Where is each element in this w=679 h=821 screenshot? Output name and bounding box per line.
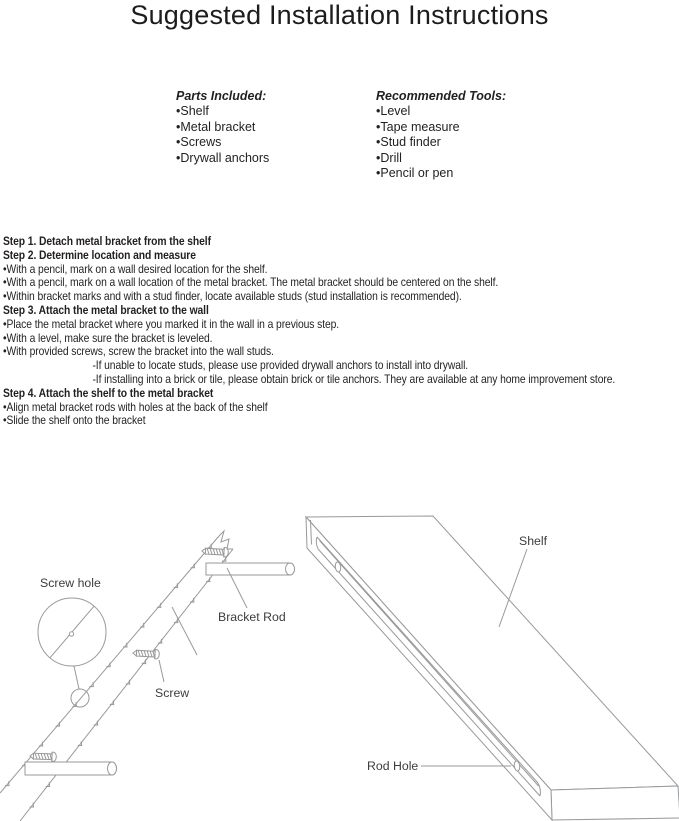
shelf-drawing [306, 516, 679, 820]
parts-item: •Shelf [176, 104, 209, 118]
bracket-rod-bottom-drawing [25, 762, 117, 775]
shelf-label: Shelf [519, 534, 548, 548]
tools-item: •Pencil or pen [376, 166, 454, 181]
installation-steps [3, 235, 679, 428]
shelf-end-face [551, 786, 679, 820]
recommended-tools-list [376, 88, 506, 182]
step-3-heading: Step 3. Attach the metal bracket to the wall [3, 302, 209, 317]
screw-hole-callout-circle [71, 689, 89, 707]
bracket-rod-label: Bracket Rod [218, 610, 286, 624]
rod-hole-label: Rod Hole [367, 759, 419, 773]
screw-hole-magnifier [38, 598, 106, 707]
page-title: Suggested Installation Instructions [130, 0, 549, 30]
step-2-bullet: •With a pencil, mark on a wall desired location for the shelf. [3, 261, 268, 276]
tools-item: •Stud finder [376, 135, 441, 150]
step-4-bullet: •Slide the shelf onto the bracket [3, 413, 146, 428]
tools-heading: Recommended Tools: [376, 89, 507, 103]
bracket-rod-top-drawing [206, 563, 295, 575]
tools-item: •Drill [376, 150, 402, 165]
step-3-subnote: -If installing into a brick or tile, please obtain brick or tile anchors. They are available at any home improvement store. [92, 371, 616, 386]
magnified-screw-hole [69, 632, 73, 636]
magnifier-leader-line [74, 666, 79, 689]
parts-included-list [176, 88, 269, 166]
screw-label: Screw [155, 686, 190, 700]
tools-item: •Level [376, 104, 411, 118]
step-4-heading: Step 4. Attach the shelf to the metal bracket [3, 385, 214, 400]
parts-heading: Parts Included: [176, 89, 267, 103]
metal-bracket-drawing [0, 531, 233, 821]
tools-item: •Tape measure [376, 119, 460, 134]
step-3-subnote: -If unable to locate studs, please use provided drywall anchors to install into drywall. [92, 358, 469, 373]
step-4-bullet: •Align metal bracket rods with holes at the back of the shelf [3, 399, 268, 414]
bracket-broken-end [219, 531, 233, 549]
step-1-heading: Step 1. Detach metal bracket from the shelf [3, 234, 211, 248]
step-3-bullet: •Place the metal bracket where you marked it in the wall in a previous step. [3, 316, 340, 331]
screw-leader-line [159, 660, 164, 682]
step-2-heading: Step 2. Determine location and measure [3, 247, 196, 262]
screw-middle-icon [133, 648, 160, 659]
bracket-pointer-line [172, 607, 197, 655]
screw-bottom-icon [30, 751, 57, 761]
screw-top-icon [202, 546, 229, 557]
installation-diagram [0, 480, 679, 821]
parts-item: •Screws [176, 135, 222, 150]
parts-item: •Metal bracket [176, 119, 256, 134]
step-2-bullet: •With a pencil, mark on a wall location of the metal bracket. The metal bracket should be centered on the shelf. [3, 275, 499, 290]
step-3-bullet: •With a level, make sure the bracket is leveled. [3, 330, 213, 345]
step-2-bullet: •Within bracket marks and with a stud finder, locate available studs (stud installation is recommended). [3, 289, 462, 304]
parts-item: •Drywall anchors [176, 150, 270, 165]
screw-hole-label: Screw hole [40, 576, 101, 590]
step-3-bullet: •With provided screws, screw the bracket into the wall studs. [3, 344, 274, 359]
